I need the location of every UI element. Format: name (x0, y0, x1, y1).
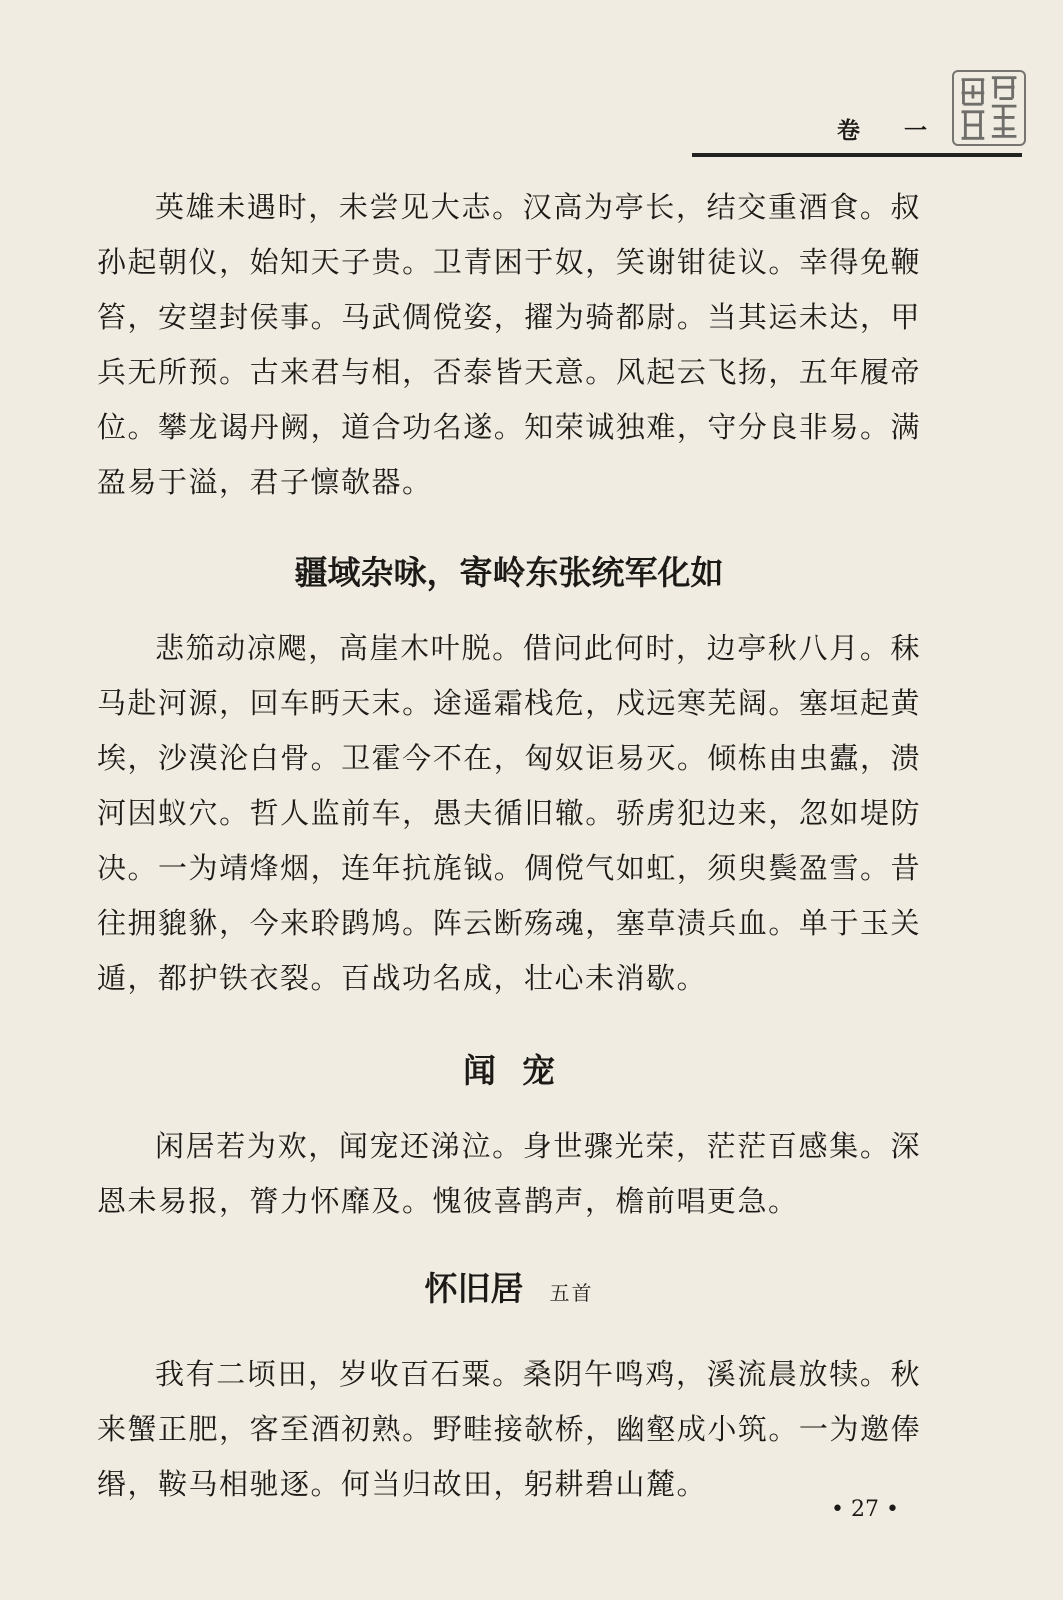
header-rule (692, 153, 1022, 157)
page-number: • 27 • (831, 1497, 899, 1522)
poem-subtitle: 五首 (549, 1281, 594, 1305)
seal-stamp-icon (952, 70, 1026, 146)
page-content (97, 180, 921, 1512)
poem-body: 我有二顷田，岁收百石粟。桑阴午鸣鸡，溪流晨放犊。秋来蟹正肥，客至酒初熟。野畦接欹桥，幽壑成小筑。一为邀俸缗，鞍马相驰逐。何当归故田，躬耕碧山麓。 (97, 1357, 921, 1501)
poem-title: 闻宠 (463, 1051, 581, 1090)
poem-body: 英雄未遇时，未尝见大志。汉高为亭长，结交重酒食。叔孙起朝仪，始知天子贵。卫青困于奴，笑谢钳徒议。幸得免鞭笞，安望封侯事。马武倜傥姿，擢为骑都尉。当其运未达，甲兵无所预。古来君与相，否泰皆天意。风起云飞扬，五年履帝位。攀龙谒丹阙，道合功名遂。知荣诚独难，守分良非易。满盈易于溢，君子懔欹器。 (97, 190, 921, 499)
running-head: 卷 一 (837, 117, 946, 144)
poem-title: 疆域杂咏，寄岭东张统军化如 (294, 553, 724, 592)
poem-body: 悲笳动凉飔，高崖木叶脱。借问此何时，边亭秋八月。秣马赴河源，回车眄天末。途遥霜栈危，戍远寒芜阔。塞垣起黄埃，沙漠沦白骨。卫霍今不在，匈奴讵易灭。倾栋由虫蠹，溃河因蚁穴。哲人监前车，愚夫循旧辙。骄虏犯边来，忽如堤防决。一为靖烽烟，连年抗旄钺。倜傥气如虹，须臾鬓盈雪。昔往拥貔貅，今来聆鹍鸠。阵云断殇魂，塞草渍兵血。单于玉关遁，都护铁衣裂。百战功名成，壮心未消歇。 (97, 631, 921, 995)
poem-title: 怀旧居 (424, 1269, 524, 1308)
poem-title-group (97, 1269, 921, 1313)
poem-body: 闲居若为欢，闻宠还涕泣。身世骤光荣，茫茫百感集。深恩未易报，膂力怀靡及。愧彼喜鹊声，檐前唱更急。 (97, 1129, 921, 1218)
